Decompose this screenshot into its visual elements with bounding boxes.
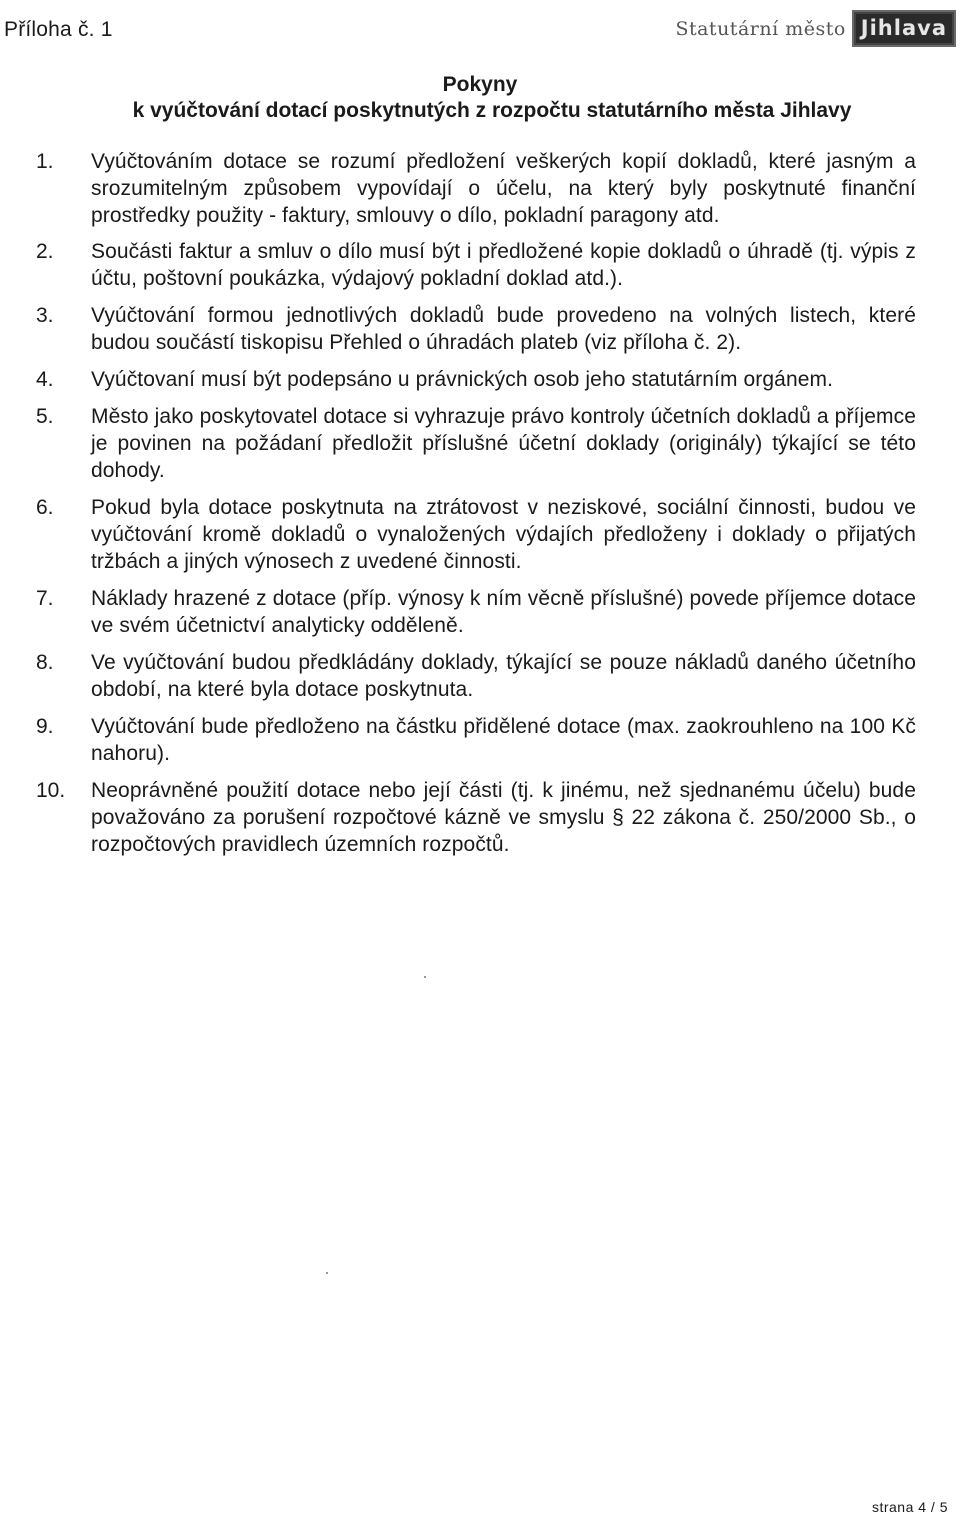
document-title: Pokyny [442,73,518,96]
rule-item [36,777,916,858]
rule-text: Vyúčtováním dotace se rozumí předložení veškerých kopií dokladů, které jasným a srozumitelným způsobem vypovídají o účelu, na který byly poskytnuté finanční prostředky použity - faktury, smlouvy o dílo, pokladní paragony atd. [91,150,916,227]
rule-number: 3. [36,304,54,327]
rule-item [36,366,916,393]
rule-text: Pokud byla dotace poskytnuta na ztrátovost v neziskové, sociální činnosti, budou ve vyúčtování kromě dokladů o vynaložených výdajích předloženy i doklady o přijatých tržbách a jiných výnosech z uvedené činnosti. [91,496,916,573]
rule-number: 6. [36,496,54,519]
rule-item [36,302,916,356]
logo-text: Statutární město [675,17,846,40]
rule-item [36,403,916,484]
rule-text: Náklady hrazené z dotace (příp. výnosy k ním věcně příslušné) povede příjemce dotace ve svém účetnictví analyticky odděleně. [91,587,916,637]
rule-text: Ve vyúčtování budou předkládány doklady, týkající se pouze nákladů daného účetního období, na které byla dotace poskytnuta. [91,651,916,701]
rule-number: 8. [36,651,54,674]
scan-speck [326,1272,328,1274]
rule-item [36,585,916,639]
rule-item [36,238,916,292]
rule-item [36,713,916,767]
rule-text: Vyúčtovaní musí být podepsáno u právnických osob jeho statutárním orgánem. [91,368,834,391]
rule-text: Součásti faktur a smluv o dílo musí být i předložené kopie dokladů o úhradě (tj. výpis z účtu, poštovní poukázka, výdajový pokladní doklad atd.). [91,240,916,290]
rule-number: 1. [36,150,54,173]
rule-number: 9. [36,715,54,738]
logo-badge: Jihlava [852,10,956,47]
rule-number: 10. [36,779,66,802]
rule-number: 2. [36,240,54,263]
rules-list [36,148,916,868]
page-number: strana 4 / 5 [871,1499,948,1515]
scan-speck [424,976,426,978]
rule-number: 5. [36,405,54,428]
city-logo [675,10,956,47]
rule-text: Město jako poskytovatel dotace si vyhrazuje právo kontroly účetních dokladů a příjemce je povinen na požádaní předložit příslušné účetní doklady (originály) týkající se této dohody. [91,405,916,482]
rule-text: Neoprávněné použití dotace nebo její části (tj. k jinému, než sjednanému účelu) bude považováno za porušení rozpočtové kázně ve smyslu § 22 zákona č. 250/2000 Sb., o rozpočtových pravidlech územních rozpočtů. [91,779,916,856]
annex-label: Příloha č. 1 [4,18,113,41]
rule-item [36,494,916,575]
rule-number: 4. [36,368,54,391]
document-subtitle: k vyúčtování dotací poskytnutých z rozpočtu statutárního města Jihlavy [132,99,852,122]
rule-item [36,649,916,703]
rule-text: Vyúčtování formou jednotlivých dokladů bude provedeno na volných listech, které budou součástí tiskopisu Přehled o úhradách plateb (viz příloha č. 2). [91,304,916,354]
rule-text: Vyúčtování bude předloženo na částku přidělené dotace (max. zaokrouhleno na 100 Kč nahoru). [91,715,916,765]
rule-item [36,148,916,229]
rule-number: 7. [36,587,54,610]
